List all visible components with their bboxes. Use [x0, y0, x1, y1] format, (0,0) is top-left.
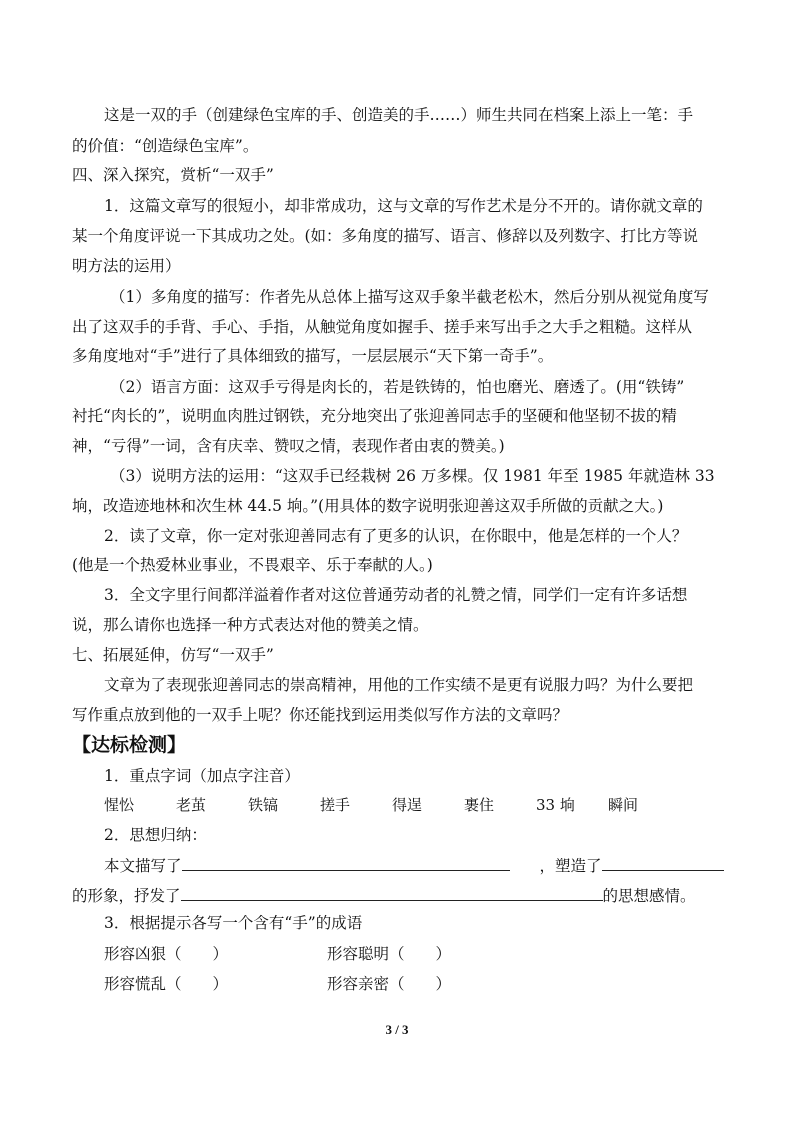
question-1-line-2: 某一个角度评说一下其成功之处。(如：多角度的描写、语言、修辞以及列数字、打比方等说	[72, 227, 699, 245]
fill-blank-3[interactable]	[181, 884, 603, 901]
fill-blank-2[interactable]	[602, 854, 724, 871]
key-word: 惺忪	[104, 796, 135, 814]
key-word: 搓手	[320, 796, 351, 814]
answer-3-line-2: 垧，改造迹地林和次生林 44.5 垧。”(用具体的数字说明张迎善这双手所做的贡献之大。)	[72, 497, 664, 515]
test-heading: 【达标检测】	[72, 734, 187, 756]
question-2-line-2: (他是一个热爱林业事业，不畏艰辛、乐于奉献的人。)	[72, 556, 433, 574]
test-item-1: 1．重点字词（加点字注音）	[104, 767, 300, 785]
answer-2-line-1: （2）语言方面：这双手亏得是肉长的，若是铁铸的，怕也磨光、磨透了。(用“铁铸”	[110, 378, 685, 396]
fill-text-b: ，塑造了	[539, 857, 602, 875]
key-word: 瞬间	[608, 796, 639, 814]
key-word: 33 垧	[536, 796, 575, 814]
question-2-line-1: 2．读了文章，你一定对张迎善同志有了更多的认识，在你眼中，他是怎样的一个人？	[104, 527, 688, 545]
fill-text-d: 的思想感情。	[602, 887, 696, 905]
key-word: 铁镐	[248, 796, 279, 814]
fill-blank-line-1	[104, 854, 732, 876]
answer-3-line-1: （3）说明方法的运用：“这双手已经栽树 26 万多棵。仅 1981 年至 1985 年就造林 33	[110, 467, 715, 485]
question-1-line-1: 1．这篇文章写的很短小，却非常成功，这与文章的写作艺术是分不开的。请你就文章的	[104, 197, 703, 215]
idiom-prompt-flustered: 形容慌乱（ ）	[104, 975, 229, 993]
answer-1-line-1: （1）多角度的描写：作者先从总体上描写这双手象半截老松木，然后分别从视觉角度写	[110, 288, 709, 306]
idiom-prompt-fierce: 形容凶狠（ ）	[104, 945, 229, 963]
question-3-line-2: 说，那么请你也选择一种方式表达对他的赞美之情。	[72, 616, 429, 634]
fill-text-a: 本文描写了	[104, 857, 182, 875]
answer-2-line-2: 衬托“肉长的”，说明血肉胜过钢铁，充分地突出了张迎善同志手的坚硬和他坚韧不拔的精	[72, 407, 677, 425]
key-word: 得逞	[392, 796, 423, 814]
answer-1-line-2: 出了这双手的手背、手心、手指，从触觉角度如握手、搓手来写出手之大手之粗糙。这样从	[72, 318, 693, 336]
intro-line-2: 的价值：“创造绿色宝库”。	[72, 137, 259, 155]
idiom-prompt-clever: 形容聪明（ ）	[327, 945, 452, 963]
intro-line-1: 这是一双的手（创建绿色宝库的手、创造美的手……）师生共同在档案上添上一笔：手	[104, 106, 694, 124]
question-3-line-1: 3．全文字里行间都洋溢着作者对这位普通劳动者的礼赞之情，同学们一定有许多话想	[104, 586, 688, 604]
fill-blank-1[interactable]	[182, 854, 510, 871]
answer-1-line-3: 多角度地对“手”进行了具体细致的描写，一层层展示“天下第一奇手”。	[72, 347, 554, 365]
test-item-3: 3．根据提示各写一个含有“手”的成语	[104, 914, 363, 932]
answer-2-line-3: 神，“亏得”一词，含有庆幸、赞叹之情，表现作者由衷的赞美。)	[72, 437, 505, 455]
idiom-prompt-intimate: 形容亲密（ ）	[327, 975, 452, 993]
section-7-title: 七、拓展延伸，仿写“一双手”	[72, 646, 274, 664]
fill-blank-line-2	[72, 884, 732, 906]
test-item-2: 2．思想归纳：	[104, 826, 207, 844]
section-4-title: 四、深入探究，赏析“一双手”	[72, 166, 274, 184]
question-1-line-3: 明方法的运用）	[72, 257, 181, 275]
key-words-row	[104, 794, 704, 814]
page-number: 3 / 3	[385, 1022, 409, 1037]
section-7-paragraph-line-1: 文章为了表现张迎善同志的崇高精神，用他的工作实绩不是更有说服力吗？为什么要把	[104, 676, 694, 694]
key-word: 老茧	[176, 796, 207, 814]
section-7-paragraph-line-2: 写作重点放到他的一双手上呢？你还能找到运用类似写作方法的文章吗？	[72, 706, 569, 724]
key-word: 裹住	[464, 796, 495, 814]
fill-text-c: 的形象，抒发了	[72, 887, 181, 905]
